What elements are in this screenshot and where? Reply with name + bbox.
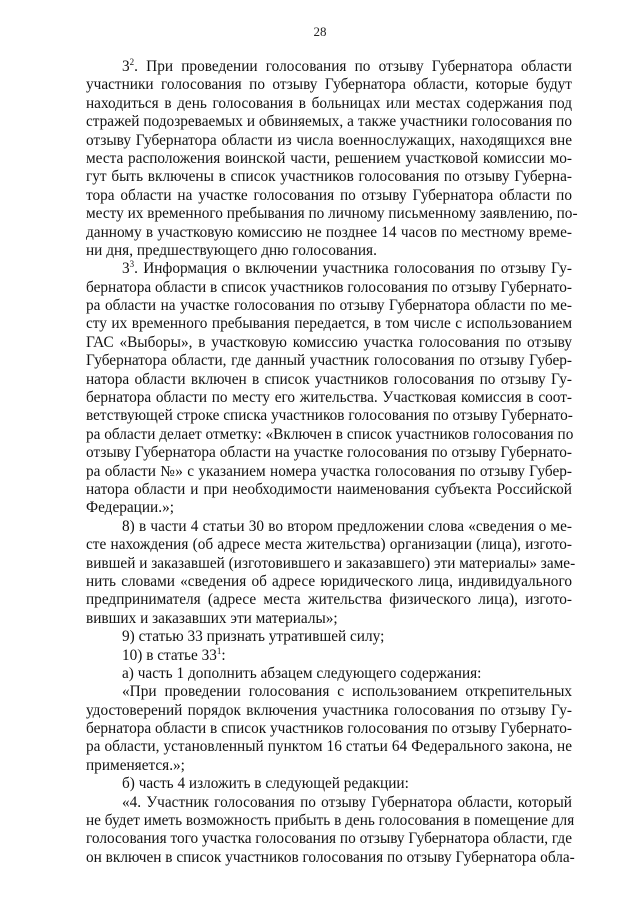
text-line: находиться в день голосования в больницах или местах содержания под [86,94,572,112]
text-line: ра области, установленный пунктом 16 статьи 64 Федерального закона, не [86,738,572,756]
text-line: отзыву Губернатора области из числа военнослужащих, находящихся вне [86,131,572,149]
page-number: 28 [313,24,327,39]
text-line: ни дня, предшествующего дню голосования. [86,241,377,259]
text-line: ра области делает отметку: «Включен в список участников голосования по [86,425,574,443]
text-line: места расположения воинской части, решением участковой комиссии мо- [86,149,572,167]
text-line: а) часть 1 дополнить абзацем следующего содержания: [122,664,482,682]
document-body [86,57,578,867]
text-line: «4. Участник голосования по отзыву Губернатора области, который [122,793,572,811]
text-line: данному в участковую комиссию не позднее 14 часов по местному време- [86,223,572,241]
text-line: предпринимателя (адресе места жительства физического лица), изгото- [86,591,572,609]
text-line: сте нахождения (об адресе места жительства) организации (лица), изгото- [86,536,572,554]
text-line: 10) в статье $33^1$: [122,645,226,664]
text-line: участники голосования по отзыву Губернатора области, которые будут [86,76,572,94]
text-line: 8) в части 4 статьи 30 во втором предложении слова «сведения о ме- [122,517,572,535]
text-line: сту их временного пребывания передается, в том числе с использованием [86,315,572,333]
text-line: месту их временного пребывания по личному письменному заявлению, по- [86,205,578,223]
text-line: гут быть включены в список участников голосования по отзыву Губерна- [86,168,572,186]
text-line: применяется.»; [86,756,185,774]
text-line: голосования того участка голосования по отзыву Губернатора области, где [86,830,572,848]
text-line: тора области на участке голосования по отзыву Губернатора области по [86,186,572,204]
text-line: не будет иметь возможность прибыть в день голосования в помещение для [86,812,575,830]
text-line: стражей подозреваемых и обвиняемых, а также участники голосования по [86,113,572,131]
text-line: натора области включен в список участников голосования по отзыву Гу- [86,370,572,388]
text-line: бернатора области в список участников голосования по отзыву Губернато- [86,278,572,296]
text-line: Федерации.»; [86,499,174,517]
text-line: б) часть 4 изложить в следующей редакции: [122,775,409,793]
text-line: удостоверений порядок включения участника голосования по отзыву Гу- [86,701,572,719]
text-line: 9) статью 33 признать утратившей силу; [122,628,385,646]
text-line: натора области и при необходимости наименования субъекта Российской [86,480,572,498]
text-line: нить словами «сведения об адресе юридического лица, индивидуального [86,572,572,590]
text-line: отзыву Губернатора области на участке голосования по отзыву Губернато- [86,444,572,462]
text-line: ветствующей строке списка участников голосования по отзыву Губернато- [86,407,573,425]
text-line: вивших и заказавших эти материалы»; [86,609,338,627]
text-line: $3^3$. Информация о включении участника голосования по отзыву Гу- [122,259,572,278]
text-line: ра области на участке голосования по отзыву Губернатора области по ме- [86,297,572,315]
text-line: Губернатора области, где данный участник голосования по отзыву Губер- [86,352,572,370]
text-line: вившей и заказавшей (изготовившего и заказавшего) эти материалы» заме- [86,554,576,572]
text-line: $3^2$. При проведении голосования по отзыву Губернатора области [122,57,572,75]
text-line: бернатора области по месту его жительства. Участковая комиссия в соот- [86,389,572,407]
text-line: бернатора области в список участников голосования по отзыву Губернато- [86,720,572,738]
text-line: ГАС «Выборы», в участковую комиссию участка голосования по отзыву [86,333,572,351]
text-line: «При проведении голосования с использованием открепительных [122,683,572,701]
text-line: ра области №» с указанием номера участка голосования по отзыву Губер- [86,462,572,480]
text-line: он включен в список участников голосования по отзыву Губернатора обла- [86,848,575,866]
